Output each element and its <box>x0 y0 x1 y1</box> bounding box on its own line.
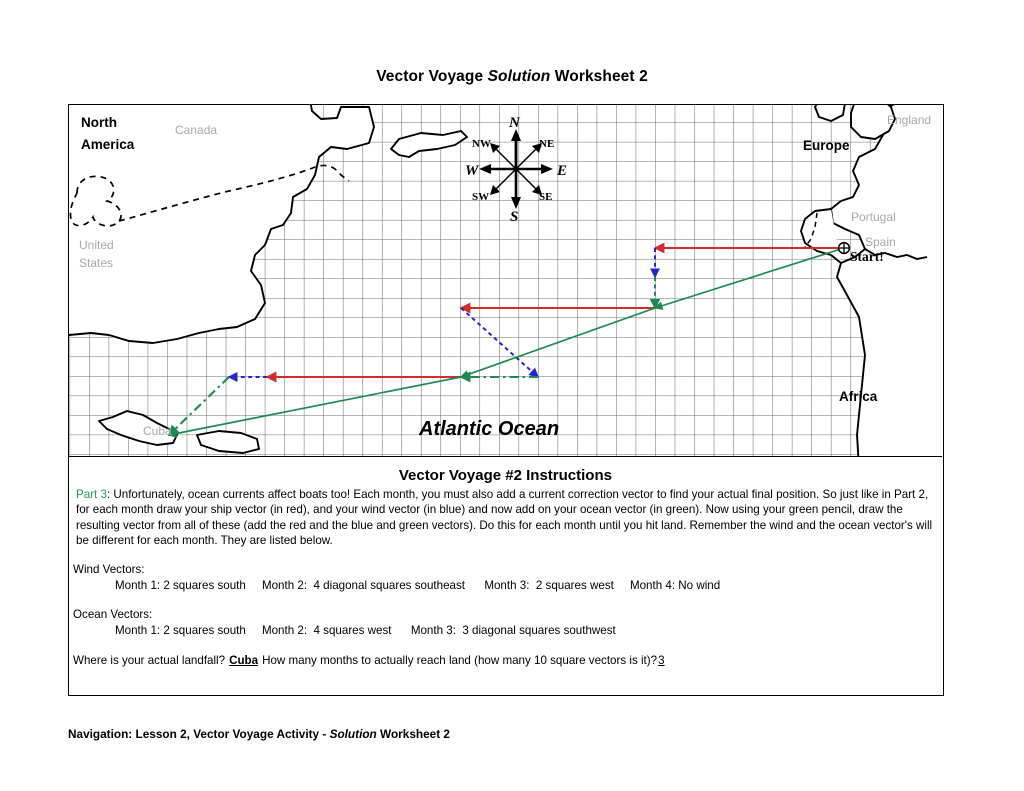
label-canada: Canada <box>175 123 218 137</box>
footer-note <box>68 727 450 741</box>
landfall-answer-line <box>73 639 938 669</box>
label-cuba: Cuba <box>143 424 172 438</box>
compass-label-s: S <box>510 209 519 225</box>
months-answer-field[interactable]: 3 <box>658 653 665 667</box>
compass-label-w: W <box>465 163 479 179</box>
label-united-states-line1: United <box>79 238 114 252</box>
instructions-panel <box>69 459 942 694</box>
spacer-1 <box>73 549 938 562</box>
wind-vector-month-1-text: Month 1: 2 squares south <box>115 578 246 592</box>
compass-label-nw: NW <box>472 138 491 150</box>
months-question: How many months to actually reach land (how many 10 square vectors is it)? <box>262 653 658 667</box>
label-portugal: Portugal <box>851 210 896 224</box>
vector-voyage-map <box>69 105 942 457</box>
wind-vectors-heading: Wind Vectors: <box>73 562 145 576</box>
page-title-pre: Vector Voyage <box>376 68 488 85</box>
label-north-america-line1: North <box>81 115 117 130</box>
ocean-vectors-heading: Ocean Vectors: <box>73 607 153 621</box>
instructions-heading: Vector Voyage #2 Instructions <box>398 466 612 484</box>
footer-pre: Navigation: Lesson 2, Vector Voyage Activity - <box>68 727 330 741</box>
worksheet-frame <box>68 104 944 696</box>
footer-solution: Solution <box>329 727 377 741</box>
ocean-vector-month-1-text: Month 1: 2 squares south <box>115 623 246 637</box>
part-3-label: Part 3 <box>76 487 107 501</box>
wind-vector-month-2-text: Month 2: 4 diagonal squares southeast <box>261 578 465 592</box>
ocean-vector-month-3-text: Month 3: 3 diagonal squares southwest <box>410 623 616 637</box>
instructions-paragraph <box>73 487 938 549</box>
label-north-america-line2: America <box>81 137 135 152</box>
compass-label-se: SE <box>539 191 553 203</box>
map-panel <box>69 105 942 457</box>
label-start: Start! <box>850 249 884 264</box>
page-title <box>0 68 1024 86</box>
spacer-2 <box>73 594 938 607</box>
compass-label-n: N <box>509 115 520 131</box>
wind-vectors-row <box>73 578 938 594</box>
label-atlantic-ocean: Atlantic Ocean <box>419 418 560 440</box>
label-spain: Spain <box>865 235 896 249</box>
start-marker <box>838 242 850 254</box>
instructions-paragraph-text: : Unfortunately, ocean currents affect boats too! Each month, you must also add a current correction vector to find your actual final position. So just like in Part 2, for each month draw your ship vector (in red), and your wind vector (in blue) and now add on your ocean vector (in green). Now using your green pencil, draw the resulting vector from all of these (add the red and the blue and green vectors). Do this for each month until you hit land. Remember the wind and the ocean vector's will be different for each month. They are listed below. <box>76 487 933 548</box>
ocean-vector-month-2-text: Month 2: 4 squares west <box>261 623 392 637</box>
compass-label-e: E <box>557 163 568 179</box>
label-england: England <box>887 113 932 127</box>
label-united-states-line2: States <box>79 256 114 270</box>
footer-post: Worksheet 2 <box>376 727 450 741</box>
label-europe: Europe <box>803 138 850 153</box>
ocean-vectors-row <box>73 623 938 639</box>
compass-label-ne: NE <box>539 138 555 150</box>
wind-vector-month-4-text: Month 4: No wind <box>629 578 721 592</box>
wind-vector-month-3-text: Month 3: 2 squares west <box>484 578 614 592</box>
label-africa: Africa <box>839 389 878 404</box>
compass-label-sw: SW <box>472 191 490 203</box>
landfall-answer-field[interactable]: Cuba <box>229 653 259 667</box>
page-title-post: Worksheet 2 <box>550 68 648 85</box>
page-title-solution: Solution <box>487 68 551 85</box>
landfall-question: Where is your actual landfall? <box>73 653 226 667</box>
